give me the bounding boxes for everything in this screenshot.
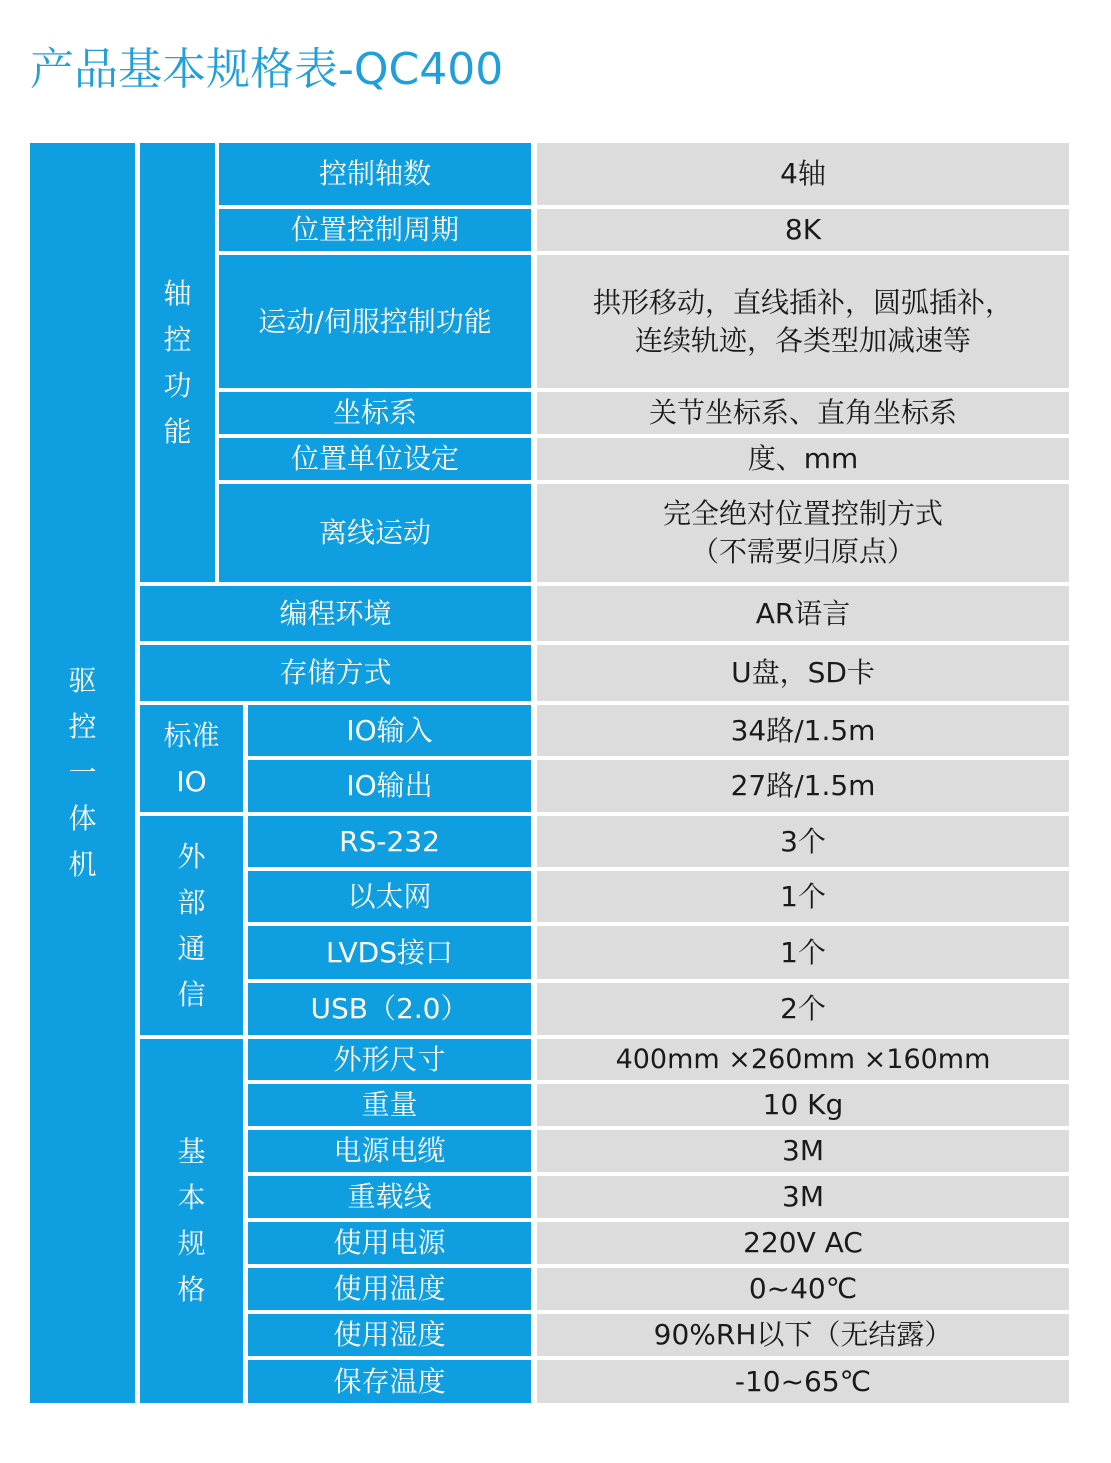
basic-group-char: 规 bbox=[177, 1227, 206, 1260]
spec-label-programming-env: 编程环境 bbox=[140, 586, 531, 641]
comm-group-char: 部 bbox=[177, 885, 206, 919]
axis-group-char: 轴 bbox=[163, 276, 192, 310]
spec-label-power-supply: 使用电源 bbox=[248, 1222, 531, 1264]
axis-group-char: 控 bbox=[163, 322, 192, 356]
spec-value-position-cycle bbox=[537, 209, 1069, 251]
axis-group-label bbox=[140, 143, 215, 582]
main-category-char: 一 bbox=[68, 756, 97, 789]
spec-label-position-unit: 位置单位设定 bbox=[219, 438, 531, 480]
value-line: 完全绝对位置控制方式 bbox=[662, 497, 943, 530]
spec-value-operating-temp: 0~40℃ bbox=[537, 1268, 1069, 1310]
main-category-char: 控 bbox=[68, 710, 97, 743]
basic-group-char: 本 bbox=[177, 1181, 206, 1214]
spec-label-heavy-cable: 重载线 bbox=[248, 1176, 531, 1218]
spec-label-io-output: IO输出 bbox=[248, 760, 531, 812]
main-category-cell bbox=[30, 143, 135, 1403]
main-category-char: 体 bbox=[68, 802, 97, 835]
spec-label-rs232: RS-232 bbox=[248, 816, 531, 867]
comm-group-char: 通 bbox=[177, 931, 206, 965]
spec-label-lvds: LVDS接口 bbox=[248, 926, 531, 979]
spec-label-power-cable: 电源电缆 bbox=[248, 1130, 531, 1172]
axis-group-char: 能 bbox=[163, 414, 192, 448]
spec-label-axis-count: 控制轴数 bbox=[219, 143, 531, 205]
spec-label-weight: 重量 bbox=[248, 1084, 531, 1126]
spec-label-offline-motion: 离线运动 bbox=[219, 484, 531, 582]
io-group-text: IO bbox=[176, 764, 207, 798]
comm-group-char: 外 bbox=[177, 839, 206, 873]
spec-label-coordinate: 坐标系 bbox=[219, 392, 531, 434]
value-line: 连续轨迹，各类型加减速等 bbox=[634, 323, 971, 357]
axis-group-char: 功 bbox=[163, 368, 192, 402]
value-line: 关节坐标系、直角坐标系 bbox=[648, 396, 957, 429]
page-title: 产品基本规格表-QC400 bbox=[30, 44, 504, 95]
main-category-char: 驱 bbox=[68, 664, 97, 697]
spec-label-usb: USB（2.0） bbox=[248, 983, 531, 1035]
spec-value-motion-servo bbox=[537, 255, 1069, 388]
spec-value-programming-env: AR语言 bbox=[537, 586, 1069, 641]
spec-label-position-cycle: 位置控制周期 bbox=[219, 209, 531, 251]
spec-value-io-output: 27路/1.5m bbox=[537, 760, 1069, 812]
spec-value-position-unit bbox=[537, 438, 1069, 480]
spec-value-lvds: 1个 bbox=[537, 926, 1069, 979]
spec-value-power-supply: 220V AC bbox=[537, 1222, 1069, 1264]
value-line: 8K bbox=[784, 213, 822, 246]
spec-value-rs232: 3个 bbox=[537, 816, 1069, 867]
io-group-text: 标准 bbox=[163, 718, 220, 752]
comm-group-char: 信 bbox=[177, 977, 206, 1011]
spec-value-io-input: 34路/1.5m bbox=[537, 705, 1069, 756]
basic-group-label bbox=[140, 1039, 243, 1403]
spec-label-storage: 存储方式 bbox=[140, 645, 531, 701]
value-line: （不需要归原点） bbox=[690, 535, 915, 568]
spec-value-storage-temp: -10~65℃ bbox=[537, 1360, 1069, 1403]
basic-group-char: 格 bbox=[177, 1273, 206, 1306]
main-category-char: 机 bbox=[68, 848, 97, 881]
spec-value-power-cable: 3M bbox=[537, 1130, 1069, 1172]
value-line: 拱形移动，直线插补，圆弧插补， bbox=[592, 285, 1013, 319]
value-line: 度、mm bbox=[747, 442, 859, 475]
spec-label-operating-humidity: 使用湿度 bbox=[248, 1314, 531, 1356]
spec-value-weight: 10 Kg bbox=[537, 1084, 1069, 1126]
basic-group-char: 基 bbox=[177, 1135, 206, 1168]
spec-value-storage: U盘，SD卡 bbox=[537, 645, 1069, 701]
spec-value-dimensions: 400mm ×260mm ×160mm bbox=[537, 1039, 1069, 1080]
spec-value-heavy-cable: 3M bbox=[537, 1176, 1069, 1218]
spec-label-dimensions: 外形尺寸 bbox=[248, 1039, 531, 1080]
spec-label-ethernet: 以太网 bbox=[248, 871, 531, 922]
spec-label-operating-temp: 使用温度 bbox=[248, 1268, 531, 1310]
value-line: 4轴 bbox=[780, 157, 826, 190]
comm-group-label bbox=[140, 816, 243, 1035]
spec-label-motion-servo: 运动/伺服控制功能 bbox=[219, 255, 531, 388]
spec-label-io-input: IO输入 bbox=[248, 705, 531, 756]
spec-label-storage-temp: 保存温度 bbox=[248, 1360, 531, 1403]
spec-value-operating-humidity: 90%RH以下（无结露） bbox=[537, 1314, 1069, 1356]
spec-value-usb: 2个 bbox=[537, 983, 1069, 1035]
spec-value-offline-motion bbox=[537, 484, 1069, 582]
spec-value-coordinate bbox=[537, 392, 1069, 434]
io-group-label bbox=[140, 705, 243, 812]
spec-value-axis-count bbox=[537, 143, 1069, 205]
spec-value-ethernet: 1个 bbox=[537, 871, 1069, 922]
